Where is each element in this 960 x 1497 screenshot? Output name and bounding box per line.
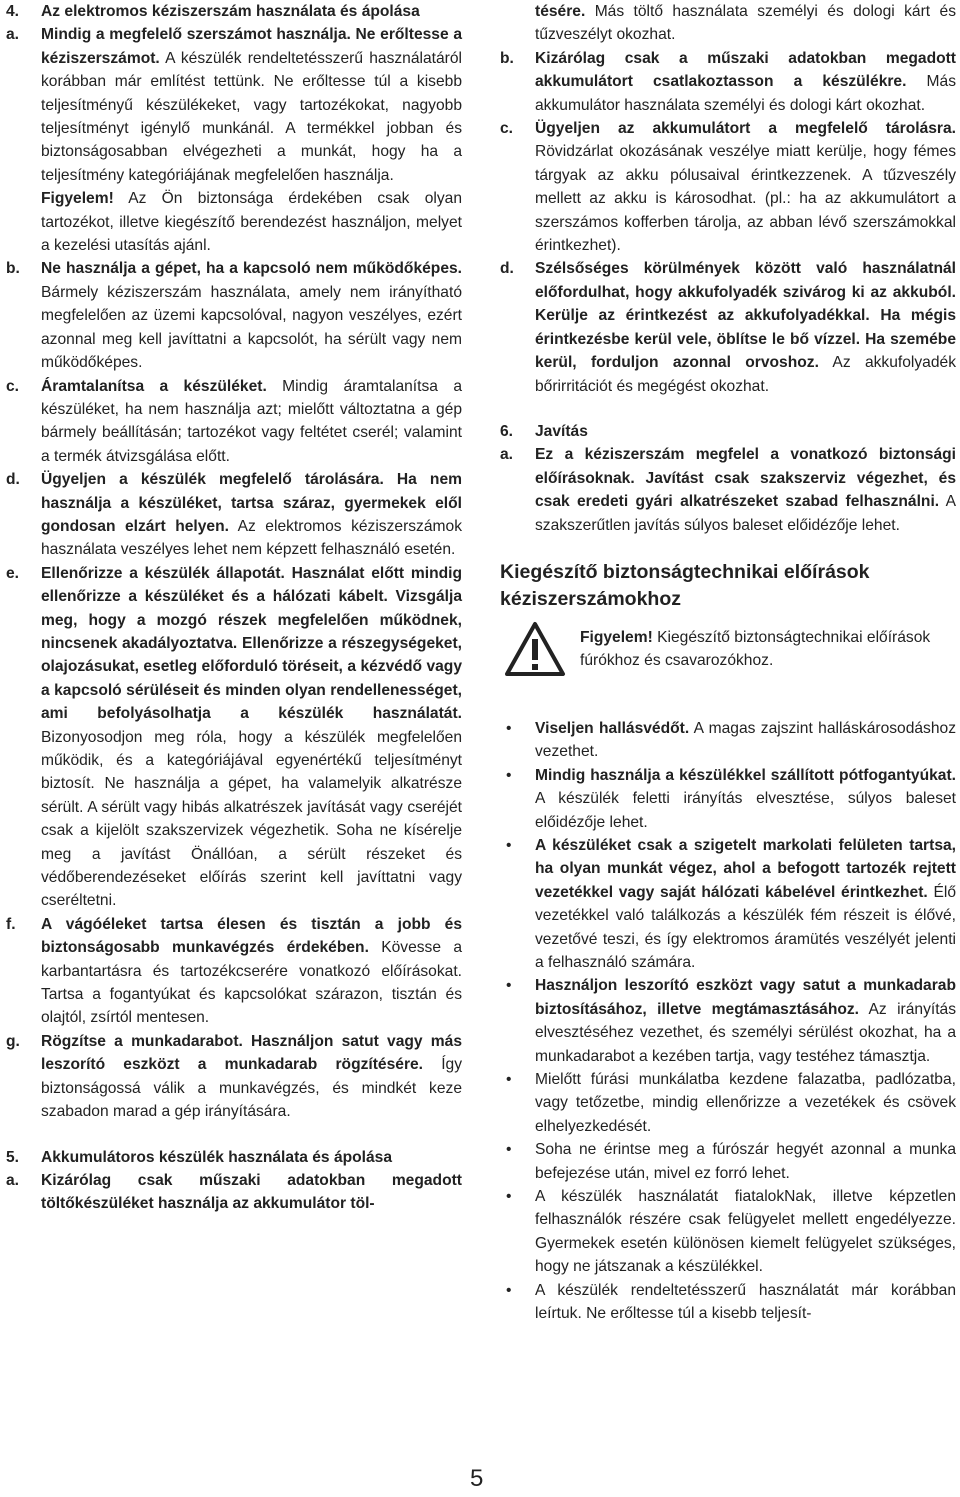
item-4g (6, 1030, 462, 1124)
item-label: a. (500, 446, 514, 464)
item-bold-text: Használjon leszorító eszközt vagy satut a munkadarab biztosításához, illetve megtámasztásához. (535, 977, 956, 1018)
attention-text: Kiegészítő biztonságtechnikai előírások fúrókhoz és csavarozókhoz. (580, 628, 931, 670)
section-number: 4. (6, 3, 20, 20)
item-body-text: A készülék használatát fiatalokNak, illetve képzetlen felhasználók részére csak felügyelet mellett engedélyezze. Gyermekek esetén különösen kiemelt felügyelet szükséges, hogy ne játszanak a készülékkel. (535, 1188, 956, 1276)
section-5-heading (6, 1146, 462, 1169)
list-item (500, 1068, 956, 1138)
bullet: • (506, 836, 512, 854)
item-label: c. (500, 120, 514, 138)
item-bold-text: Mindig használja a készülékkel szállított pótfogantyúkat. (535, 766, 956, 784)
item-bold-text: Ügyeljen a készülék megfelelő tárolására. Ha nem használja a készüléket, tartsa száraz, gyermekek elől gondosan elzárt helyen. (41, 471, 462, 535)
item-4b (6, 257, 462, 374)
list-item (500, 764, 956, 834)
item-bold-text: Viseljen hallásvédőt. (535, 719, 690, 737)
section-title: Az elektromos kéziszerszám használata és ápolása (41, 3, 420, 20)
list-item (500, 717, 956, 764)
list-item (500, 834, 956, 974)
item-5a (6, 1169, 462, 1216)
item-body-text: Mielőtt fúrási munkálatba kezdene falazatba, padlózatba, vagy tetőzetbe, mindig ellenőrizze a vezetékek és csövek elhelyezkedését. (535, 1071, 956, 1135)
item-bold-text: A vágóéleket tartsa élesen és tisztán a jobb és biztonságosabb munkavégzés érdekében. (41, 915, 462, 957)
item-body-text: Bizonyosodjon meg róla, hogy a készülék megfelelően működik, és a kategóriájával egyenértékű teljesítményt biztosít. Ne használja a gépet, ha valamelyik alkatrésze sérült. A sérült vagy hibás alkatrészek javítását vagy cseréjét csak a kijelölt szakszervizek végezhetik. Soha ne kísérelje meg a javítást Önállóan, a sérült részeket és védőberendezéseket előírás szerint kell javíttatni vagy cseréltetni. (41, 728, 462, 910)
item-label: a. (6, 1171, 20, 1189)
item-body-text: A készülék rendeltetésszerű használatáról korábban már említést tettünk. Ne erőltesse túl a kisebb teljesítményű készülékeket, vagy tartozékokat, nagyobb teljesítményt igénylő munkánál. A termékkel jobban és biztonságosabban elvégezheti a munkát, hogy ha a teljesítmény kategóriájának megfelelően használja. (41, 49, 462, 184)
item-body-text: Bármely kéziszerszám használata, amely nem irányítható megfelelően az üzemi kapcsolóval, nagyon veszélyes, ezért azonnal meg kell javíttatni a kapcsolót, ha sérült vagy nem működőképes. (41, 283, 462, 372)
item-body-text: A magas zajszint halláskárosodáshoz vezethet. (535, 719, 956, 761)
attention-text: Az Ön biztonsága érdekében csak olyan tartozékot, illetve kiegészítő berendezést használjon, melyet a kezelési utasítás ajánl. (41, 190, 462, 255)
item-label: f. (6, 915, 16, 933)
item-label: c. (6, 377, 20, 395)
section-heading: Kiegészítő biztonságtechnikai előírások kéziszerszámokhoz (500, 560, 870, 610)
item-body-text: Soha ne érintse meg a fúrószár hegyét azonnal a munka befejezése után, mivel ez forró lehet. (535, 1141, 956, 1182)
item-label: a. (6, 26, 20, 44)
item-bold-text: Kizárólag csak a műszaki adatokban megadott akkumulátort csatlakoztasson a készülékre. (535, 49, 956, 91)
item-label: g. (6, 1032, 20, 1050)
section-title: Javítás (535, 422, 588, 440)
item-body-text: Kövesse a karbantartásra és tartozékcserére vonatkozó előírásokat. Tartsa a fogantyúkat és kapcsolókat szárazon, tisztán és olajtól, zsírtól mentesen. (41, 939, 462, 1027)
list-item (500, 974, 956, 1068)
bullet: • (506, 1071, 512, 1089)
item-bold-text: Áramtalanítsa a készüléket. (41, 377, 267, 395)
item-body-text: A készülék rendeltetésszerű használatát már korábban leírtuk. Ne erőltesse túl a kisebb teljesít- (535, 1281, 956, 1323)
item-body-text: Az elektromos kéziszerszámok használata veszélyes lehet nem képzett felhasználó esetén. (41, 517, 462, 559)
item-body-text: Rövidzárlat okozásának veszélye miatt kerülje, hogy fémes tárgyak az akku pólusaival érintkezzenek. A tűzveszély mellett az akku is károsodhat. (pl.: ha az akkumulátort a szerszámos kofferben tárolja, az abban lévő szerszámokkal érintkezhet). (535, 143, 956, 255)
page-number: 5 (470, 1465, 484, 1492)
item-bold-text: Rögzítse a munkadarabot. Használjon satut vagy más leszorító eszközt a munkadarab rögzítésére. (41, 1032, 462, 1074)
left-column (6, 0, 462, 1216)
item-bold-text: Ellenőrizze a készülék állapotát. Használat előtt mindig ellenőrizze a készüléket és a hálózati kábelt. Vizsgálja meg, hogy a mozgó részek megfelelően működnek, nincsenek akadályoztatva. Ellenőrizze a részegységeket, olajozásukat, esetleg előforduló töréseit, a kézvédő vagy a kapcsoló sérüléseit és minden olyan rendellenességet, ami befolyásolhatja a készülék használatát. (41, 564, 462, 723)
section-4-heading (6, 0, 462, 23)
list-item (500, 1185, 956, 1279)
item-bold-text: tésére. (535, 3, 586, 20)
item-bold-text: Szélsőséges körülmények között való használatnál előfordulhat, hogy akkufolyadék szivárog ki az akkuból. Kerülje az érintkezést az akkufolyadékkal. Ha mégis érintkezésbe kerül vele, öblítse le bő vízzel. Ha szemébe kerül, forduljon azonnal orvoshoz. (535, 260, 956, 372)
item-bold-text: Ne használja a gépet, ha a kapcsoló nem működőképes. (41, 260, 462, 278)
list-item (500, 1279, 956, 1326)
item-6a (500, 443, 956, 537)
warning-text (580, 626, 956, 673)
item-body-text: A készülék feletti irányítás elvesztése, súlyos baleset előidézője lehet. (535, 790, 956, 831)
item-4a (6, 23, 462, 257)
item-4d (6, 468, 462, 562)
item-body-text: Az irányítás elvesztéséhez vezethet, és személyi sérülést okozhat, ha a munkadarabot a kezében tartja, vagy testéhez támasztja. (535, 1000, 956, 1065)
item-5b (500, 47, 956, 117)
bullet-list (500, 717, 956, 1326)
item-4c (6, 375, 462, 469)
item-5a-continued (500, 0, 956, 47)
bullet: • (506, 766, 512, 784)
attention-label: Figyelem! (41, 190, 114, 208)
item-body-text: Más töltő használata személyi és dologi kárt és tűzveszélyt okozhat. (535, 3, 956, 44)
bullet: • (506, 1281, 512, 1299)
item-body-text: Az akkufolyadék bőrirritációt és megégést okozhat. (535, 354, 956, 395)
item-label: d. (6, 471, 20, 489)
bullet: • (506, 719, 512, 737)
item-bold-text: Kizárólag csak műszaki adatokban megadott töltőkészüléket használja az akkumulátor töl- (41, 1171, 462, 1213)
right-column (500, 0, 956, 1326)
item-body-text: Így biztonságossá válik a munkavégzés, és mindkét keze szabadon marad a gép irányítására. (41, 1056, 462, 1121)
item-body-text: Más akkumulátor használata személyi és dologi kárt okozhat. (535, 73, 956, 114)
warning-box (500, 613, 956, 703)
section-number: 5. (6, 1148, 20, 1166)
attention-label: Figyelem! (580, 628, 653, 646)
bullet: • (506, 977, 512, 995)
item-bold-text: Ügyeljen az akkumulátort a megfelelő tárolásra. (535, 120, 956, 138)
item-body-text: Élő vezetékkel való találkozás a készülék fém részeit is élővé, vezetővé teszi, és így elektromos áramütés veszélyét jelenti a felhasználó számára. (535, 883, 956, 971)
warning-triangle-icon (504, 621, 566, 677)
item-4f (6, 913, 462, 1030)
section-6-heading (500, 420, 956, 443)
section-number: 6. (500, 422, 514, 440)
item-label: d. (500, 260, 514, 278)
item-body-text: A szakszerűtlen javítás súlyos baleset előidézője lehet. (535, 493, 956, 534)
section-title: Akkumulátoros készülék használata és ápolása (41, 1148, 393, 1166)
item-5c (500, 117, 956, 257)
item-label: e. (6, 564, 20, 582)
item-5d (500, 257, 956, 397)
item-label: b. (500, 49, 514, 67)
item-bold-text: Mindig a megfelelő szerszámot használja. Ne erőltesse a kéziszerszámot. (41, 26, 462, 67)
item-4e (6, 562, 462, 913)
item-bold-text: A készüléket csak a szigetelt markolati felületen tartsa, ha olyan munkát végez, ahol a befogott tartozék rejtett vezetékkel vagy saját hálózati kábelével érintkezhet. (535, 836, 956, 901)
item-label: b. (6, 260, 20, 278)
item-bold-text: Ez a kéziszerszám megfelel a vonatkozó biztonsági előírásoknak. Javítást csak szakszerviz végezhet, és csak eredeti gyári alkatrészeket szabad felhasználni. (535, 446, 956, 511)
bullet: • (506, 1141, 512, 1159)
list-item (500, 1138, 956, 1185)
bullet: • (506, 1188, 512, 1206)
item-body-text: Mindig áramtalanítsa a készüléket, ha nem használja azt; mielőtt változtatna a gép bármely beállításán; tartozékot vagy feltétet cserél; valamint a termék átvizsgálása előtt. (41, 377, 462, 465)
